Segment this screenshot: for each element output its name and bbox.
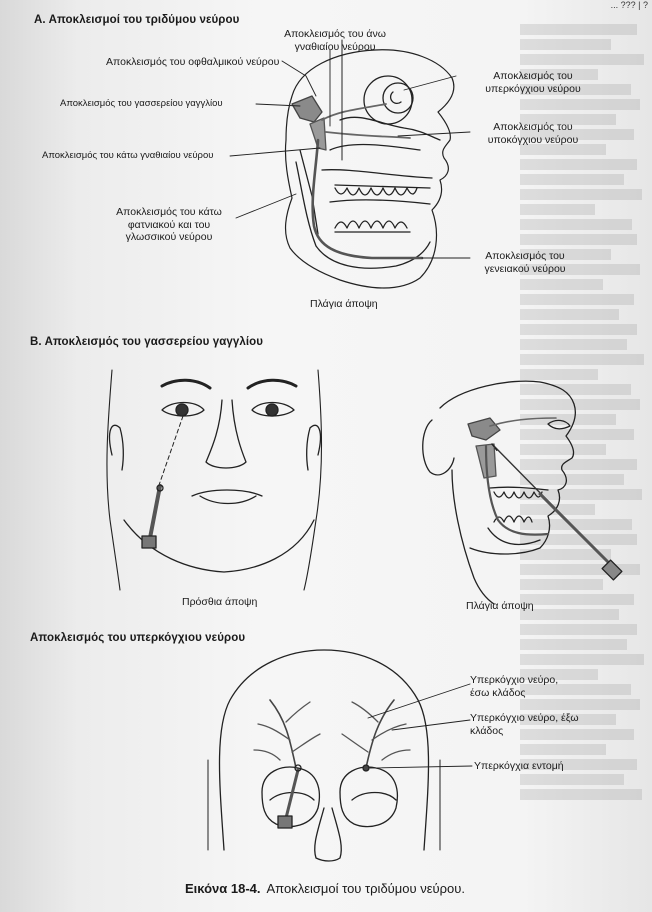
section-b-heading: Β. Αποκλεισμός του γασσερείου γαγγλίου <box>30 336 264 348</box>
section-a-view-caption: Πλάγια άποψη <box>310 298 378 310</box>
page-corner-mark: ... ??? | ? <box>610 0 648 10</box>
label-inner-branch: Υπερκόγχιο νεύρο, έσω κλάδος <box>470 674 559 699</box>
figure-caption <box>185 881 465 896</box>
section-a-heading: Α. Αποκλεισμοί του τριδύμου νεύρου <box>34 14 240 26</box>
side-view-caption: Πλάγια άποψη <box>466 600 534 612</box>
label-supraorbital-block: Αποκλεισμός του υπερκόγχιου νεύρου <box>485 70 581 95</box>
label-infraorbital-block: Αποκλεισμός του υποκόγχιου νεύρου <box>487 121 579 146</box>
label-mental-block: Αποκλεισμός του γενειακού νεύρου <box>484 250 566 275</box>
label-gasserian-block: Αποκλεισμός του γασσερείου γαγγλίου <box>60 98 223 109</box>
front-face-illustration <box>107 370 322 590</box>
figure-caption-text: Αποκλεισμοί του τριδύμου νεύρου. <box>266 881 465 896</box>
label-alveolar-lingual-block: Αποκλεισμός του κάτω φατνιακού και του γλωσσικού νεύρου <box>116 206 222 243</box>
label-lower-jaw-block: Αποκλεισμός του κάτω γναθιαίου νεύρου <box>42 150 214 161</box>
lateral-skull-illustration <box>285 40 453 288</box>
figure-number: Εικόνα 18-4. <box>185 881 261 896</box>
side-face-illustration <box>423 381 622 604</box>
label-supraorbital-notch: Υπερκόγχια εντομή <box>474 760 564 772</box>
frontal-skull-illustration <box>208 650 440 861</box>
label-upper-jaw-block: Αποκλεισμός του άνω γναθιαίου νεύρου <box>284 28 386 53</box>
label-ophthalmic-block: Αποκλεισμός του οφθαλμικού νεύρου <box>106 56 280 68</box>
front-view-caption: Πρόσθια άποψη <box>182 596 258 608</box>
label-outer-branch: Υπερκόγχιο νεύρο, έξω κλάδος <box>470 712 579 737</box>
section-c-heading: Αποκλεισμός του υπερκόγχιου νεύρου <box>30 632 246 644</box>
